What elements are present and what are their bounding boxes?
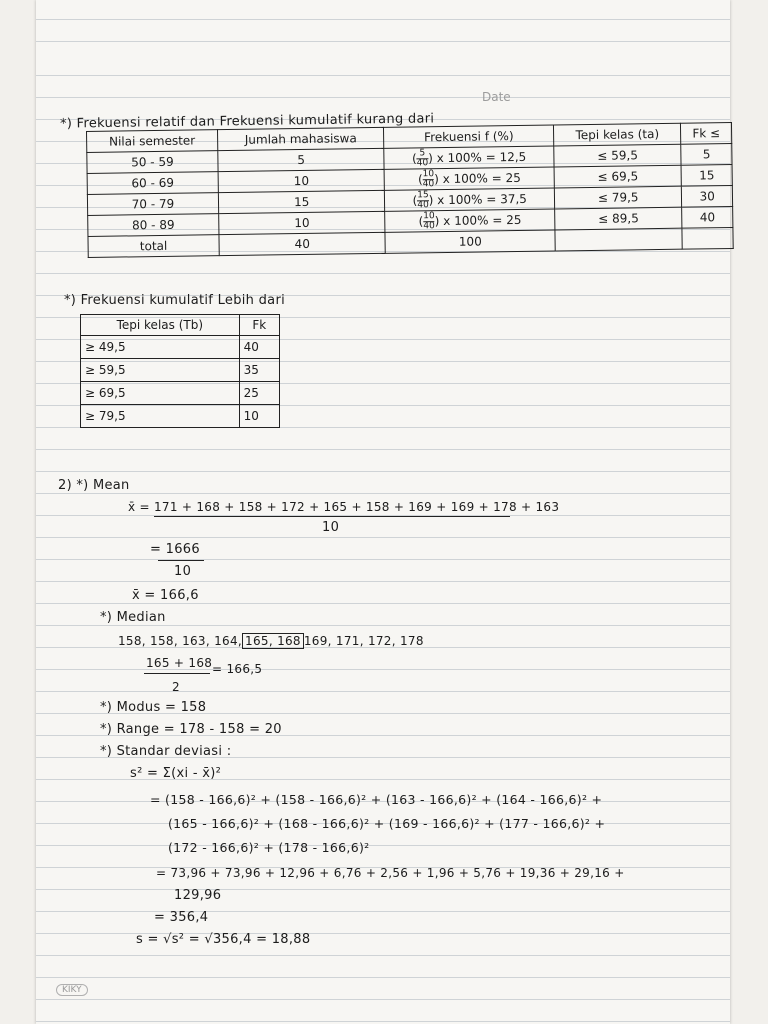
- cell-total-count: 40: [219, 232, 386, 255]
- cell-percent: ( $\frac{5}{40}$ ) x 100% = 12,5: [384, 146, 554, 169]
- cell-total-label: total: [88, 235, 219, 258]
- cell-range: 70 - 79: [87, 193, 218, 216]
- mean-step-line: [158, 560, 204, 561]
- median-sorted-values: 158, 158, 163, 164, 165, 168 169, 171, 172, 178: [118, 634, 424, 648]
- variance-line-4: = 73,96 + 73,96 + 12,96 + 6,76 + 2,56 + 1,96 + 5,76 + 19,36 + 29,16 +: [156, 866, 625, 880]
- cell-count: 10: [218, 169, 385, 192]
- fraction: $\frac{5}{40}$: [416, 147, 429, 168]
- col-header-jumlah: Jumlah mahasiswa: [217, 127, 384, 150]
- median-calc-denominator: 2: [172, 680, 180, 694]
- col-header-fk: Fk: [239, 315, 279, 336]
- cell-count: 5: [218, 148, 385, 171]
- fraction: $\frac{10}{40}$: [422, 168, 435, 189]
- cell-count: 15: [218, 190, 385, 213]
- median-fraction-line: [144, 673, 210, 674]
- cell-range: 60 - 69: [87, 172, 218, 195]
- mean-result: x̄ = 166,6: [132, 588, 199, 603]
- std-result: s = √s² = √356,4 = 18,88: [136, 932, 311, 947]
- cell-total-pct: 100: [385, 230, 555, 253]
- variance-line-3: (172 - 166,6)² + (178 - 166,6)²: [168, 840, 370, 855]
- cell-range: 80 - 89: [88, 214, 219, 237]
- mean-denominator: 10: [322, 520, 340, 535]
- date-label: Date: [482, 90, 511, 104]
- relative-frequency-table: [86, 122, 734, 258]
- cell-edge: ≤ 89,5: [555, 207, 683, 230]
- section2-title: *) Frekuensi kumulatif Lebih dari: [64, 293, 286, 308]
- notebook-page: [36, 0, 730, 1024]
- mean-numerator: x̄ = 171 + 168 + 158 + 172 + 165 + 158 + 169 + 169 + 178 + 163: [128, 500, 560, 514]
- cell-fk: 35: [239, 359, 279, 382]
- cell-edge: ≥ 69,5: [81, 382, 240, 405]
- cell-percent: ( $\frac{10}{40}$ ) x 100% = 25: [385, 209, 555, 232]
- median-calc-result: = 166,5: [212, 662, 263, 676]
- cell-count: 10: [219, 211, 386, 234]
- table-header-row: [81, 315, 280, 336]
- fraction: $\frac{15}{40}$: [417, 189, 429, 210]
- section1-title: *) Frekuensi relatif dan Frekuensi kumulatif kurang dari: [59, 111, 435, 132]
- cumulative-more-table: [80, 314, 280, 428]
- variance-formula: s² = Σ(xi - x̄)²: [130, 766, 222, 781]
- cell-fk: 15: [681, 164, 732, 186]
- mean-title: 2) *) Mean: [58, 478, 130, 493]
- cell-edge: ≥ 59,5: [81, 359, 240, 382]
- col-header-tepi: Tepi kelas (Tb): [81, 315, 240, 336]
- variance-line-1: = (158 - 166,6)² + (158 - 166,6)² + (163 - 166,6)² + (164 - 166,6)² +: [150, 792, 603, 807]
- cell-edge: ≤ 59,5: [554, 144, 682, 167]
- cell-empty: [682, 227, 733, 249]
- median-calc-numerator: 165 + 168: [146, 656, 213, 670]
- median-title: *) Median: [100, 610, 166, 625]
- cell-empty: [555, 228, 683, 251]
- table-row: [81, 336, 280, 359]
- cell-percent: ( $\frac{10}{40}$ ) x 100% = 25: [384, 167, 554, 190]
- cell-fk: 30: [682, 185, 733, 207]
- variance-line-2: (165 - 166,6)² + (168 - 166,6)² + (169 - 166,6)² + (177 - 166,6)² +: [168, 816, 606, 831]
- cell-fk: 25: [239, 382, 279, 405]
- col-header-fk: Fk ≤: [681, 122, 732, 144]
- table-row: [81, 359, 280, 382]
- cell-fk: 10: [239, 405, 279, 428]
- table-row: [81, 382, 280, 405]
- mean-step-numerator: = 1666: [150, 542, 200, 557]
- cell-edge: ≤ 79,5: [554, 186, 682, 209]
- range-line: *) Range = 178 - 158 = 20: [100, 722, 282, 737]
- cell-fk: 5: [681, 143, 732, 165]
- variance-result: = 356,4: [154, 910, 209, 925]
- variance-line-5: 129,96: [174, 888, 222, 903]
- cell-edge: ≥ 49,5: [81, 336, 240, 359]
- modus-line: *) Modus = 158: [100, 700, 207, 715]
- mean-fraction-line: [154, 516, 510, 517]
- cell-edge: ≥ 79,5: [81, 405, 240, 428]
- cell-edge: ≤ 69,5: [554, 165, 682, 188]
- cell-range: 50 - 59: [87, 151, 218, 174]
- cell-fk: 40: [682, 206, 733, 228]
- std-title: *) Standar deviasi :: [100, 744, 232, 759]
- col-header-nilai: Nilai semester: [87, 130, 218, 153]
- median-middle-box: 165, 168: [242, 633, 304, 649]
- mean-step-denominator: 10: [174, 564, 192, 579]
- footer-logo: KIKY: [56, 984, 88, 996]
- col-header-tepi: Tepi kelas (ta): [554, 123, 682, 146]
- fraction: $\frac{10}{40}$: [423, 210, 435, 231]
- col-header-frekuensi: Frekuensi f (%): [384, 125, 554, 148]
- cell-fk: 40: [239, 336, 279, 359]
- table-row: [81, 405, 280, 428]
- cell-percent: ( $\frac{15}{40}$ ) x 100% = 37,5: [385, 188, 555, 211]
